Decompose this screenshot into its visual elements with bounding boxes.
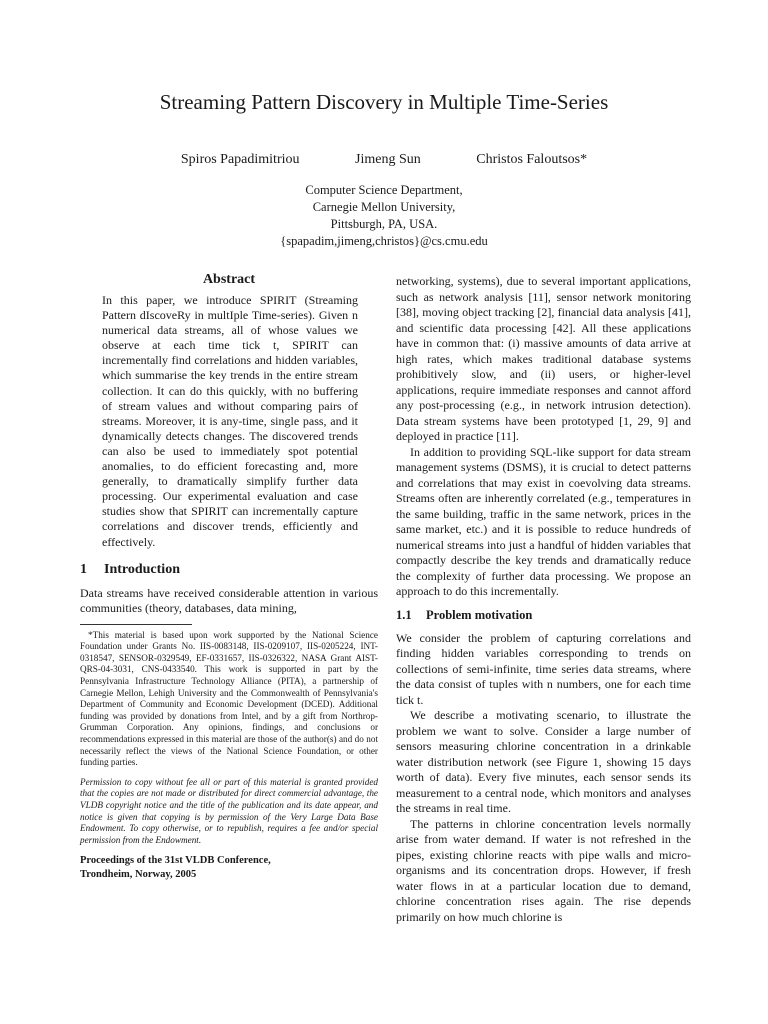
section-heading-introduction xyxy=(80,560,378,580)
section-number: 1 xyxy=(80,561,87,577)
motivation-paragraph: We describe a motivating scenario, to illustrate the problem we want to solve. Consider a large number of sensors measuring chlorine concentration in a drinkable water distribution network (see Figure 1, showing 15 days worth of data). Every five minutes, each sensor sends its measurement to a central node, which monitors and analyses the streams in real time. xyxy=(396,708,691,815)
author-name: Jimeng Sun xyxy=(355,152,421,167)
introduction-paragraph: In addition to providing SQL-like support for data stream management systems (DSMS), it is crucial to detect patterns and correlations that may exist in coevolving data streams. Streams often are inherently correlated (e.g., temperatures in the same building, traffic in the same network, prices in the same market, etc.) and it is possible to reduce hundreds of numerical streams into just a handful of hidden variables that compactly describe the key trends and dramatically reduce the complexity of further data processing. We propose an approach to do this incrementally. xyxy=(396,444,691,598)
copyright-permission-notice: Permission to copy without fee all or part of this material is granted provided that the copies are not made or distributed for direct commercial advantage, the VLDB copyright notice and the title of the publication and its date appear, and notice is given that copying is by permission of the Very Large Data Base Endowment. To copy otherwise, or to republish, requires a fee and/or special permission from the Endowment. xyxy=(80,776,378,845)
section-title: Introduction xyxy=(104,561,180,577)
affiliation-department: Computer Science Department, xyxy=(305,183,463,197)
footnote-divider xyxy=(80,624,192,625)
paper-title: Streaming Pattern Discovery in Multiple Time-Series xyxy=(159,90,609,114)
introduction-paragraph-start: Data streams have received considerable attention in various communities (theory, databases, data mining, xyxy=(80,585,378,616)
left-column xyxy=(80,270,378,881)
subsection-heading-motivation xyxy=(396,606,691,624)
introduction-paragraph-continued: networking, systems), due to several important applications, such as network analysis [11], sensor network monitoring [38], moving object tracking [2], financial data analysis [41], and scientific data processing [42]. All these applications have in common that: (i) massive amounts of data arrive at high rates, which makes traditional database systems prohibitively slow, and (ii) users, or higher-level applications, require immediate responses and cannot afford any post-processing (e.g., in network intrusion detection). Data stream systems have been prototyped [1, 29, 9] and deployed in practice [11]. xyxy=(396,274,691,443)
proceedings-citation xyxy=(80,854,378,881)
motivation-paragraph: The patterns in chlorine concentration levels normally arise from water demand. If water is not refreshed in the pipes, existing chlorine reacts with pipe walls and micro-organisms and its concentration drops. However, if fresh water flows in at a particular location due to demand, chlorine concentration rises again. The rise depends primarily on how much chlorine is xyxy=(396,816,691,924)
author-name: Christos Faloutsos* xyxy=(476,152,588,167)
subsection-title: Problem motivation xyxy=(426,607,533,622)
affiliation-email: {spapadim,jimeng,christos}@cs.cmu.edu xyxy=(280,234,488,248)
author-name: Spiros Papadimitriou xyxy=(180,152,300,167)
subsection-number: 1.1 xyxy=(396,607,412,622)
proceedings-line: Proceedings of the 31st VLDB Conference, xyxy=(80,855,271,867)
funding-footnote: *This material is based upon work supported by the National Science Foundation under Grants No. IIS-0083148, IIS-0209107, IIS-0205224, INT-0318547, SENSOR-0329549, EF-0331657, IIS-0326322, NASA Grant AIST-QRS-04-3031, CNS-0433540. This work is supported in part by the Pennsylvania Infrastructure Technology Alliance (PITA), a partnership of Carnegie Mellon, Lehigh University and the Commonwealth of Pennsylvania's Department of Community and Economic Development (DCED). Additional funding was provided by donations from Intel, and by a gift from Northrop-Grumman Corporation. Any opinions, findings, and conclusions or recommendations expressed in this material are those of the author(s) and do not necessarily reflect the views of the National Science Foundation, or other funding parties. xyxy=(80,629,378,768)
author-list xyxy=(0,150,768,170)
affiliation-university: Carnegie Mellon University, xyxy=(312,200,456,214)
right-column xyxy=(396,274,691,925)
proceedings-line: Trondheim, Norway, 2005 xyxy=(80,868,197,880)
affiliation-location: Pittsburgh, PA, USA. xyxy=(330,217,438,231)
abstract-heading: Abstract xyxy=(202,272,256,287)
affiliation-block xyxy=(0,182,768,250)
abstract-text: In this paper, we introduce SPIRIT (Streaming Pattern dIscoveRy in multIple Time-series). Given n numerical data streams, all of whose values we observe at each time tick t, SPIRIT can incrementally find correlations and hidden variables, which summarise the key trends in the entire stream collection. It can do this quickly, with no buffering of stream values and without comparing pairs of streams. Moreover, it is any-time, single pass, and it dynamically detects changes. The discovered trends can also be used to immediately spot potential anomalies, to do efficient forecasting and, more generally, to dramatically simplify further data processing. Our experimental evaluation and case studies show that SPIRIT can incrementally capture correlations and discover trends, efficiently and effectively. xyxy=(102,293,358,549)
motivation-paragraph: We consider the problem of capturing correlations and finding hidden variables corresponding to trends on collections of semi-infinite, time series data streams, where the data consist of tuples with n numbers, one for each time tick t. xyxy=(396,630,691,707)
